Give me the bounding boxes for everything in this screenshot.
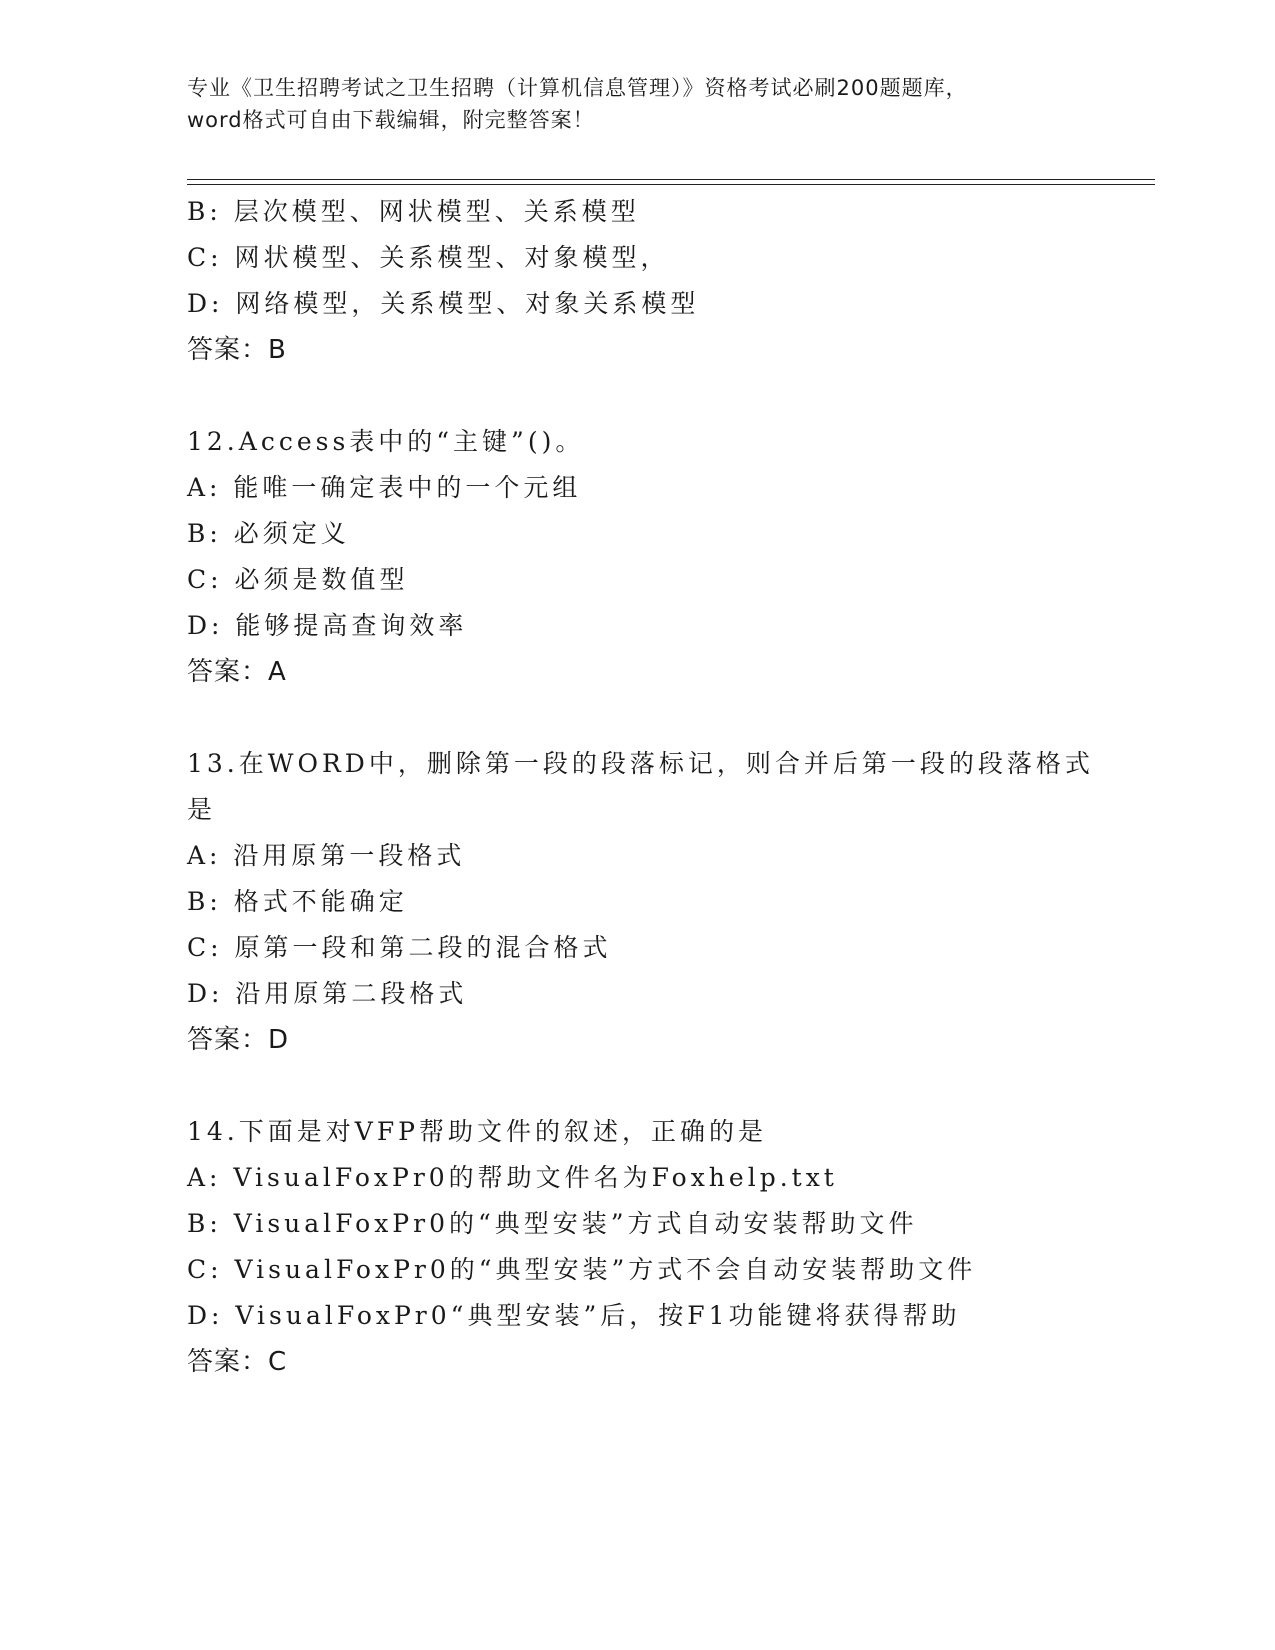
- spacer: [187, 373, 1127, 419]
- answer-line: 答案：B: [187, 335, 287, 365]
- option-b: B: 必须定义: [187, 519, 350, 548]
- option-c: C: VisualFoxPr0的“典型安装”方式不会自动安装帮助文件: [187, 1255, 977, 1284]
- option-a: A: 沿用原第一段格式: [187, 841, 466, 870]
- option-d: D: 能够提高查询效率: [187, 611, 468, 640]
- option-a: A: VisualFoxPr0的帮助文件名为Foxhelp.txt: [187, 1163, 838, 1192]
- question-12-block: [187, 419, 1127, 695]
- question-stem: 14.下面是对VFP帮助文件的叙述，正确的是: [187, 1117, 767, 1146]
- option-b: B: 层次模型、网状模型、关系模型: [187, 197, 640, 226]
- header-divider-top: [187, 179, 1155, 180]
- spacer: [187, 695, 1127, 741]
- prev-question-block: [187, 189, 1127, 373]
- option-d: D: 网络模型，关系模型、对象关系模型: [187, 289, 700, 318]
- question-stem: 12.Access表中的“主键”()。: [187, 427, 585, 456]
- question-stem: 13.在WORD中，删除第一段的段落标记，则合并后第一段的段落格式: [187, 749, 1094, 778]
- option-c: C: 网状模型、关系模型、对象模型，: [187, 243, 670, 272]
- answer-line: 答案：A: [187, 657, 287, 687]
- spacer: [187, 1063, 1127, 1109]
- option-b: B: VisualFoxPr0的“典型安装”方式自动安装帮助文件: [187, 1209, 918, 1238]
- header-line-1: 专业《卫生招聘考试之卫生招聘（计算机信息管理）》资格考试必刷200题题库，: [187, 76, 968, 100]
- option-b: B: 格式不能确定: [187, 887, 408, 916]
- option-c: C: 原第一段和第二段的混合格式: [187, 933, 612, 962]
- question-content: [187, 189, 1127, 1385]
- question-stem-continued: 是: [187, 795, 217, 824]
- document-header: [187, 72, 1107, 136]
- answer-line: 答案：D: [187, 1025, 290, 1055]
- header-divider-bottom: [187, 184, 1155, 185]
- option-d: D: VisualFoxPr0“典型安装”后，按F1功能键将获得帮助: [187, 1301, 961, 1330]
- question-14-block: [187, 1109, 1127, 1385]
- option-a: A: 能唯一确定表中的一个元组: [187, 473, 582, 502]
- header-line-2: word格式可自由下载编辑，附完整答案！: [187, 108, 595, 132]
- option-c: C: 必须是数值型: [187, 565, 409, 594]
- question-13-block: [187, 741, 1127, 1063]
- answer-line: 答案：C: [187, 1347, 288, 1377]
- option-d: D: 沿用原第二段格式: [187, 979, 468, 1008]
